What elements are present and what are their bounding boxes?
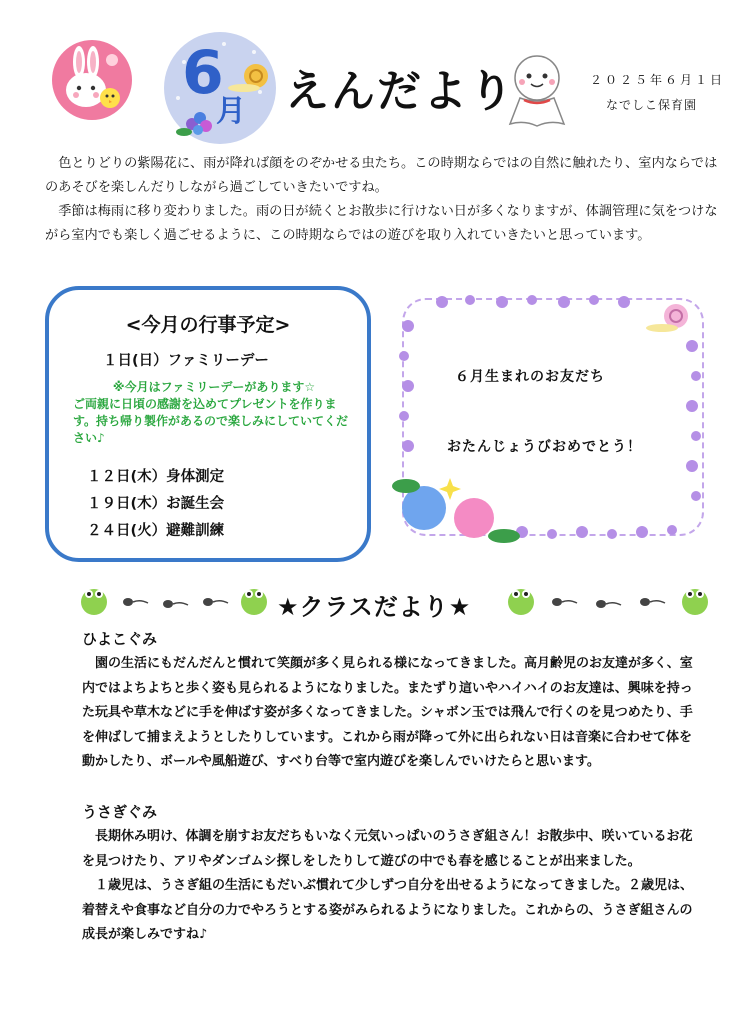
event-item: １９日(木）お誕生会 [87, 496, 225, 512]
birthday-message: おたんじょうびおめでとう！ [447, 439, 642, 455]
class-name-usagi: うさぎぐみ [82, 803, 158, 821]
page-title: えんだより [285, 66, 515, 117]
class-news-title: ★クラスだより★ [277, 593, 472, 621]
events-title: <今月の行事予定> [125, 314, 291, 336]
class-name-hiyoko: ひよこぐみ [82, 630, 158, 648]
class-report-usagi [82, 825, 700, 948]
rabbit-icon [52, 40, 132, 120]
event-note-line: ご両親に日頃の感謝を込めてプレゼントを作ります。持ち帰り製作があるので楽しみにしていてください♪ [73, 397, 349, 445]
event-note-line: ※今月はファミリーデーがあります☆ [112, 380, 316, 394]
event-item: ２４日(火）避難訓練 [87, 523, 225, 539]
frog-tadpole-right-icon [505, 584, 713, 620]
frog-tadpole-left-icon [78, 584, 270, 620]
birthday-heading: ６月生まれのお友だち [455, 369, 605, 385]
issue-date: ２０２５年６月１日 [590, 73, 726, 87]
month-number: 6 [182, 38, 224, 108]
event-item: １２日(木）身体測定 [87, 469, 225, 485]
event-note [73, 379, 355, 447]
month-suffix: 月 [216, 94, 246, 129]
intro-paragraph: 季節は梅雨に移り変わりました。雨の日が続くとお散歩に行けない日が多くなりますが、体調管理に気をつけながら室内でも楽しく過ごせるように、この時期ならではの遊びを取り入れていきたいと思っています。 [45, 204, 718, 243]
flower-border-icon [392, 286, 714, 548]
nursery-name: なでしこ保育園 [606, 98, 698, 112]
intro-text [45, 152, 725, 248]
class-report-paragraph: １歳児は、うさぎ組の生活にもだいぶ慣れて少しずつ自分を出せるようになってきました。２歳児は、着替えや食事など自分の力でやろうとする姿がみられるようになりました。これからの、うさぎ組さんの成長が楽しみですね♪ [82, 878, 694, 943]
class-report-hiyoko [82, 652, 700, 775]
class-report-paragraph: 長期休み明け、体調を崩すお友だちもいなく元気いっぱいのうさぎ組さん！お散歩中、咲いているお花を見つけたり、アリやダンゴムシ探しをしたりして遊びの中でも春を感じることが出来ました。 [82, 829, 693, 869]
intro-paragraph: 色とりどりの紫陽花に、雨が降れば顔をのぞかせる虫たち。この時期ならではの自然に触れたり、室内ならではのあそびを楽しんだりしながら過ごしていきたいですね。 [45, 156, 718, 195]
event-item: １日(日）ファミリーデー [103, 353, 269, 369]
rabbit-chick-logo [52, 40, 132, 120]
teru-teru-bozu-icon [500, 50, 574, 134]
class-report-paragraph: 園の生活にもだんだんと慣れて笑顔が多く見られる様になってきました。高月齢児のお友達が多く、室内ではよちよちと歩く姿も見られるようになりました。またずり這いやハイハイのお友達は、興味を持った玩具や草木などに手を伸ばす姿が多くなってきました。シャボン玉では飛んで行くのを見つめたり、手を伸ばして捕まえようとしたりしています。これから雨が降って外に出られない日は音楽に合わせて体を動かしたり、ボールや風船遊び、すべり台等で室内遊びを楽しんでいけたらと思います。 [82, 656, 693, 770]
